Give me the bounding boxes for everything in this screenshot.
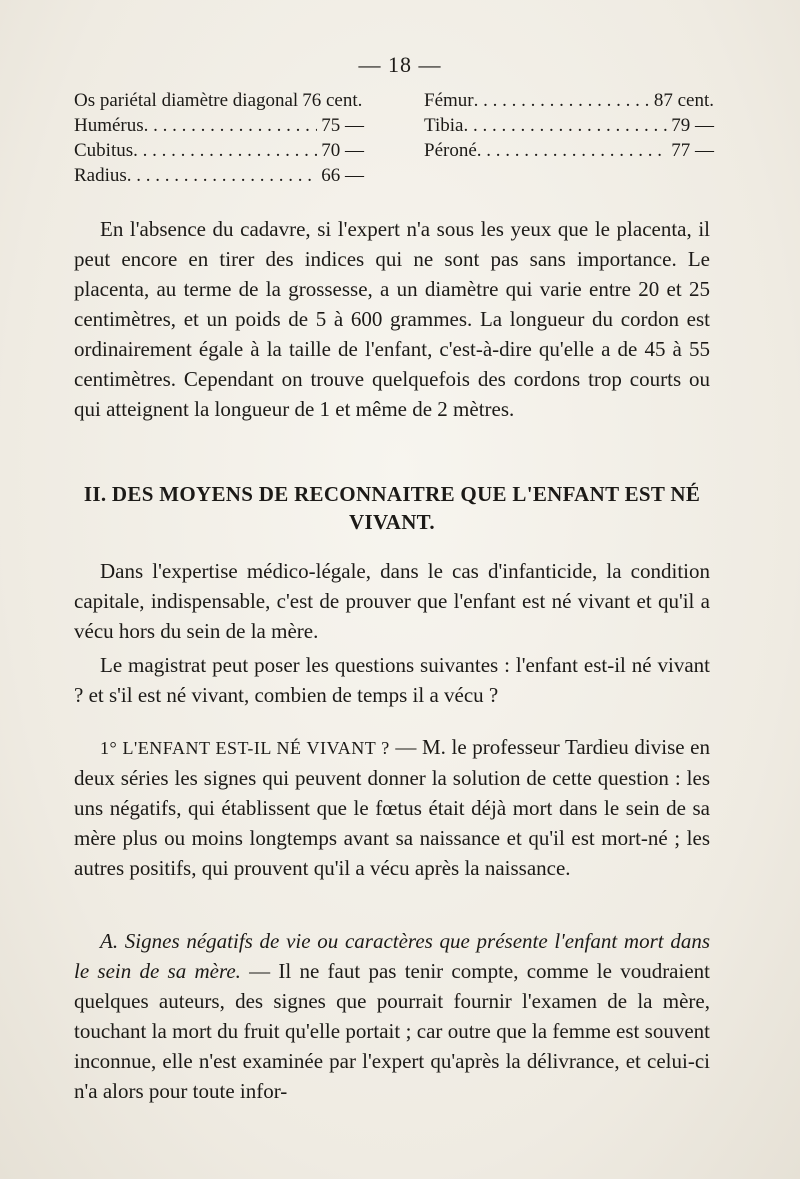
bone-row	[74, 113, 364, 138]
bone-row	[424, 88, 714, 113]
subsection-a-title: A. Signes négatifs de vie ou caractères que présente l'enfant mort dans le sein de sa mère.	[74, 929, 710, 983]
paragraph-signes	[74, 926, 710, 1106]
bone-name: Radius	[74, 165, 127, 186]
paragraph-tardieu	[74, 732, 710, 883]
paragraph-tardieu-block	[74, 732, 710, 883]
bone-name: Os pariétal diamètre diagonal	[74, 90, 299, 111]
paragraph-expertise-block	[74, 556, 710, 646]
bone-value: 76 cent.	[302, 90, 363, 111]
paragraph-expertise: Dans l'expertise médico-légale, dans le cas d'infanticide, la condition capitale, indispensable, c'est de prouver que l'enfant est né vivant et qu'il a vécu hors du sein de la mère.	[74, 559, 710, 643]
bone-row	[424, 138, 714, 163]
leader-dots	[144, 113, 318, 138]
bone-column-right	[424, 88, 714, 188]
leader-dots	[477, 138, 667, 163]
paragraph-questions: Le magistrat peut poser les questions suivantes : l'enfant est-il né vivant ? et s'il est né vivant, combien de temps il a vécu ?	[74, 653, 710, 707]
bone-name: Cubitus	[74, 140, 134, 161]
bone-value: 66 —	[321, 165, 364, 186]
bone-row	[74, 138, 364, 163]
section-heading: II. DES MOYENS DE RECONNAITRE QUE L'ENFANT EST NÉ VIVANT.	[83, 482, 701, 534]
subsection-label: 1° L'ENFANT EST-IL NÉ VIVANT ?	[100, 738, 390, 758]
bone-measurements-table	[74, 88, 714, 188]
bone-value: 77 —	[671, 140, 714, 161]
bone-name: Tibia	[424, 115, 464, 136]
paragraph-tardieu-text: — M. le professeur Tardieu divise en deux séries les signes qui peuvent donner la solution de cette question : les uns négatifs, qui établissent que le fœtus était déjà mort dans le sein de sa mère plus ou moins longtemps avant sa naissance et qu'il est mort-né ; les autres positifs, qui prouvent qu'il a vécu après la naissance.	[74, 735, 711, 880]
paragraph-questions-block	[74, 650, 710, 710]
bone-value: 75 —	[321, 115, 364, 136]
paragraph-signes-block	[74, 926, 710, 1106]
paragraph-placenta-block	[74, 214, 710, 424]
paragraph-placenta: En l'absence du cadavre, si l'expert n'a sous les yeux que le placenta, il peut encore en tirer des indices qui ne sont pas sans importance. Le placenta, au terme de la grossesse, a un diamètre qui varie entre 20 et 25 centimètres, et un poids de 5 à 600 grammes. La longueur du cordon est ordinairement égale à la taille de l'enfant, c'est-à-dire qu'elle a de 45 à 55 centimètres. Cependant on trouve quelquefois des cordons trop courts ou qui atteignent la longueur de 1 et même de 2 mètres.	[74, 217, 710, 421]
leader-dots	[133, 138, 317, 163]
bone-value: 70 —	[321, 140, 364, 161]
paragraph-signes-text: — Il ne faut pas tenir compte, comme le voudraient quelques auteurs, des signes que pourrait fournir l'examen de la mère, touchant la mort du fruit qu'elle portait ; car outre que la femme est souvent inconnue, elle n'est examinée par l'expert qu'après la délivrance, et celui-ci n'a alors pour toute infor-	[74, 959, 710, 1103]
bone-row	[74, 163, 364, 188]
bone-name: Humérus	[74, 115, 144, 136]
bone-value: 79 —	[671, 115, 714, 136]
bone-row	[424, 113, 714, 138]
bone-name: Fémur	[424, 90, 474, 111]
bone-column-left	[74, 88, 364, 188]
bone-value: 87 cent.	[653, 90, 714, 111]
leader-dots	[474, 88, 650, 113]
page-number: — 18 —	[358, 52, 442, 77]
bone-name: Péroné	[424, 140, 477, 161]
leader-dots	[463, 113, 667, 138]
leader-dots	[127, 163, 317, 188]
bone-row	[74, 88, 364, 113]
